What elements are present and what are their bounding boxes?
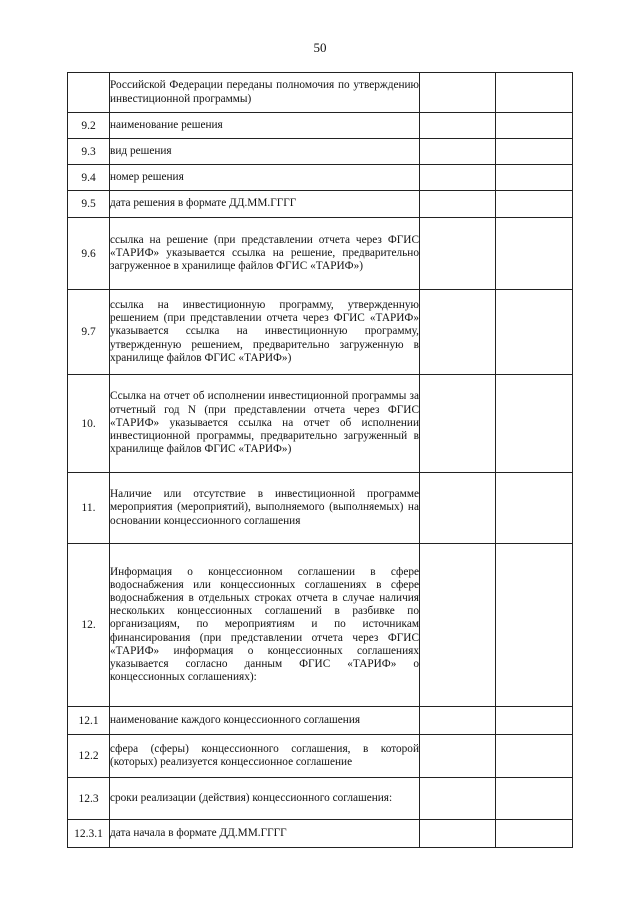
empty-cell: [420, 778, 496, 820]
row-text: Ссылка на отчет об исполнении инвестиционной программы за отчетный год N (при представлении отчета через ФГИС «ТАРИФ» указывается ссылка на отчет об исполнении инвестиционной программы, предварительно загруженный в хранилище файлов ФГИС «ТАРИФ»): [110, 375, 420, 473]
table-row: [68, 473, 573, 544]
empty-cell: [496, 139, 573, 165]
empty-cell: [496, 165, 573, 191]
empty-cell: [420, 707, 496, 735]
empty-cell: [496, 473, 573, 544]
empty-cell: [420, 191, 496, 218]
empty-cell: [496, 191, 573, 218]
table-row: [68, 165, 573, 191]
row-number: 9.4: [68, 165, 110, 191]
empty-cell: [420, 290, 496, 375]
table-row: [68, 707, 573, 735]
empty-cell: [420, 375, 496, 473]
empty-cell: [496, 544, 573, 707]
empty-cell: [420, 165, 496, 191]
empty-cell: [496, 707, 573, 735]
table-row: [68, 218, 573, 290]
empty-cell: [420, 113, 496, 139]
empty-cell: [496, 820, 573, 848]
row-text: Информация о концессионном соглашении в сфере водоснабжения или концессионных соглашениях в сфере водоснабжения в отдельных строках отчета в случае наличия нескольких концессионных соглашений в разбивке по организациям, по мероприятиям и по источникам финансирования (при представлении отчета через ФГИС «ТАРИФ» информация о концессионных соглашениях указывается согласно данным ФГИС «ТАРИФ» о концессионных соглашениях):: [110, 544, 420, 707]
row-text: ссылка на решение (при представлении отчета через ФГИС «ТАРИФ» указывается ссылка на решение, предварительно загруженное в хранилище файлов ФГИС «ТАРИФ»): [110, 218, 420, 290]
empty-cell: [420, 820, 496, 848]
table-row: [68, 139, 573, 165]
empty-cell: [496, 218, 573, 290]
row-number: 12.3: [68, 778, 110, 820]
empty-cell: [496, 290, 573, 375]
empty-cell: [420, 735, 496, 778]
empty-cell: [496, 375, 573, 473]
empty-cell: [496, 73, 573, 113]
empty-cell: [420, 544, 496, 707]
row-text: Российской Федерации переданы полномочия по утверждению инвестиционной программы): [110, 73, 420, 113]
row-text: вид решения: [110, 139, 420, 165]
table-row: [68, 113, 573, 139]
row-number: 12.2: [68, 735, 110, 778]
empty-cell: [420, 473, 496, 544]
empty-cell: [420, 139, 496, 165]
empty-cell: [420, 218, 496, 290]
row-text: дата начала в формате ДД.ММ.ГГГГ: [110, 820, 420, 848]
row-number: 9.7: [68, 290, 110, 375]
row-text: наименование решения: [110, 113, 420, 139]
table-row: [68, 544, 573, 707]
table-row: [68, 191, 573, 218]
row-number: 12.1: [68, 707, 110, 735]
row-text: сфера (сферы) концессионного соглашения, в которой (которых) реализуется концессионное соглашение: [110, 735, 420, 778]
row-text: сроки реализации (действия) концессионного соглашения:: [110, 778, 420, 820]
row-number: 12.3.1: [68, 820, 110, 848]
row-text: Наличие или отсутствие в инвестиционной программе мероприятия (мероприятий), выполняемого (выполняемых) на основании концессионного соглашения: [110, 473, 420, 544]
empty-cell: [496, 735, 573, 778]
row-number: 9.5: [68, 191, 110, 218]
row-number: 9.3: [68, 139, 110, 165]
row-text: дата решения в формате ДД.ММ.ГГГГ: [110, 191, 420, 218]
empty-cell: [420, 73, 496, 113]
row-number: [68, 73, 110, 113]
row-number: 9.6: [68, 218, 110, 290]
row-number: 10.: [68, 375, 110, 473]
table-row: [68, 820, 573, 848]
row-text: ссылка на инвестиционную программу, утвержденную решением (при представлении отчета через ФГИС «ТАРИФ» указывается ссылка на инвестиционную программу, утвержденную решением, предварительно загруженную в хранилище файлов ФГИС «ТАРИФ»): [110, 290, 420, 375]
empty-cell: [496, 778, 573, 820]
row-number: 12.: [68, 544, 110, 707]
table-row: [68, 735, 573, 778]
page-number: 50: [313, 40, 327, 55]
row-number: 11.: [68, 473, 110, 544]
empty-cell: [496, 113, 573, 139]
row-text: номер решения: [110, 165, 420, 191]
table-row: [68, 73, 573, 113]
table-row: [68, 290, 573, 375]
report-table: [67, 72, 573, 848]
row-text: наименование каждого концессионного соглашения: [110, 707, 420, 735]
table-row: [68, 375, 573, 473]
row-number: 9.2: [68, 113, 110, 139]
table-row: [68, 778, 573, 820]
